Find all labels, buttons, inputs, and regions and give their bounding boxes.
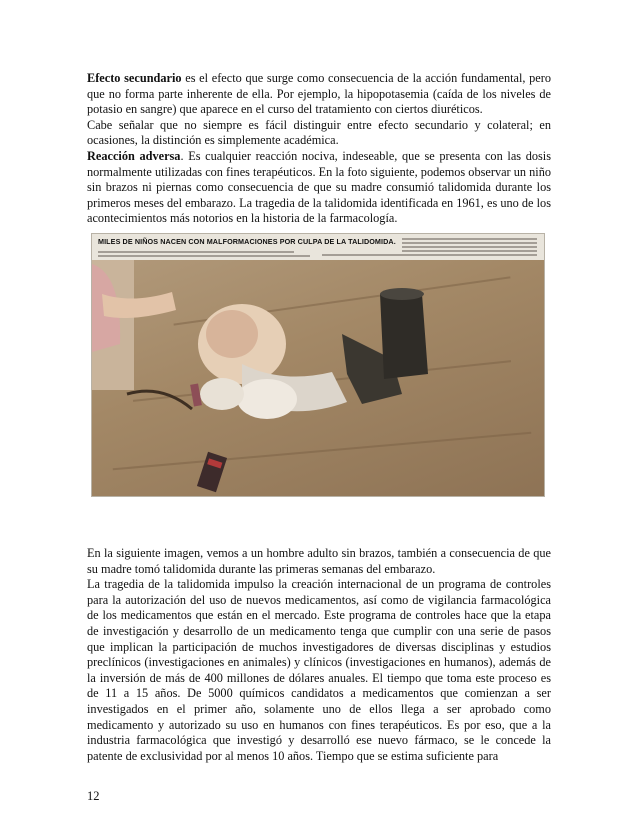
photo-scene [92, 234, 544, 496]
term-reaccion-adversa: Reacción adversa [87, 148, 181, 163]
vase-rim [380, 288, 424, 300]
paragraph-text: . Es cualquier reacción nociva, indeseable, que se presenta con las dosis normalmente utilizadas con fines terapéuticos. En la foto siguiente, podemos observar un niño sin brazos ni piernas como consecuencia de que su madre consumió talidomida durante los primeros meses del embarazo. La tragedia de la talidomida identificada en 1961, es uno de los acontecimientos más notorios en la historia de la farmacología. [87, 148, 552, 226]
bottom-text-block [87, 546, 551, 764]
term-efecto-secundario: Efecto secundario [87, 71, 182, 85]
paragraph-reaccion-adversa [87, 149, 551, 227]
page-number: 12 [87, 789, 100, 803]
medicine-box [197, 452, 227, 492]
paragraph-distincion: Cabe señalar que no siempre es fácil distinguir entre efecto secundario y colateral; en ocasiones, la distinción es simplemente académica. [87, 117, 551, 148]
paragraph-hombre-sin-brazos: En la siguiente imagen, vemos a un hombre adulto sin brazos, también a consecuencia de que su madre tomó talidomida durante las primeras semanas del embarazo. [87, 546, 551, 576]
baby-face [206, 310, 258, 358]
baby-limb [237, 379, 297, 419]
electric-cord [127, 391, 192, 409]
thalidomide-newspaper-photo [91, 233, 545, 497]
newspaper-headline: MILES DE NIÑOS NACEN CON MALFORMACIONES POR CULPA DE LA TALIDOMIDA. [98, 237, 396, 246]
top-text-block [87, 71, 551, 227]
paragraph-efecto-secundario [87, 71, 551, 118]
baby-limb [200, 378, 244, 410]
paragraph-programa-controles: La tragedia de la talidomida impulso la creación internacional de un programa de controles para la autorización del uso de nuevos medicamentos, así como de vigilancia farmacológica de los medicamentos que están en el mercado. Este programa de controles hace que la etapa de investigación y desarrollo de un medicamento tenga que cumplir con una serie de pasos que implican la participación de muchos investigadores de diversas disciplinas y estudios preclínicos (investigaciones en animales) y clínicos (investigaciones en humanos), además de la inversión de más de 400 millones de dólares anuales. El tiempo que toma este proceso es de 11 a 15 años. De 5000 químicos candidatos a medicamentos que comienzan a ser investigados en el primer año, solamente uno de ellos llega a ser aprobado como medicamento y autorizado su uso en humanos con fines terapéuticos. Es por eso, que a la industria farmacológica que investigó y desarrolló ese nuevo fármaco, se le concede la patente de exclusividad por al menos 10 años. Tiempo que se estima suficiente para [87, 577, 551, 763]
paragraph-text: es el efecto que surge como consecuencia de la acción fundamental, pero que no forma parte inherente de ella. Por ejemplo, la hipopotasemia (caída de los niveles de potasio en sangre) que aparece en el curso del tratamiento con ciertos diuréticos. [87, 71, 552, 117]
dark-vase [380, 294, 428, 379]
